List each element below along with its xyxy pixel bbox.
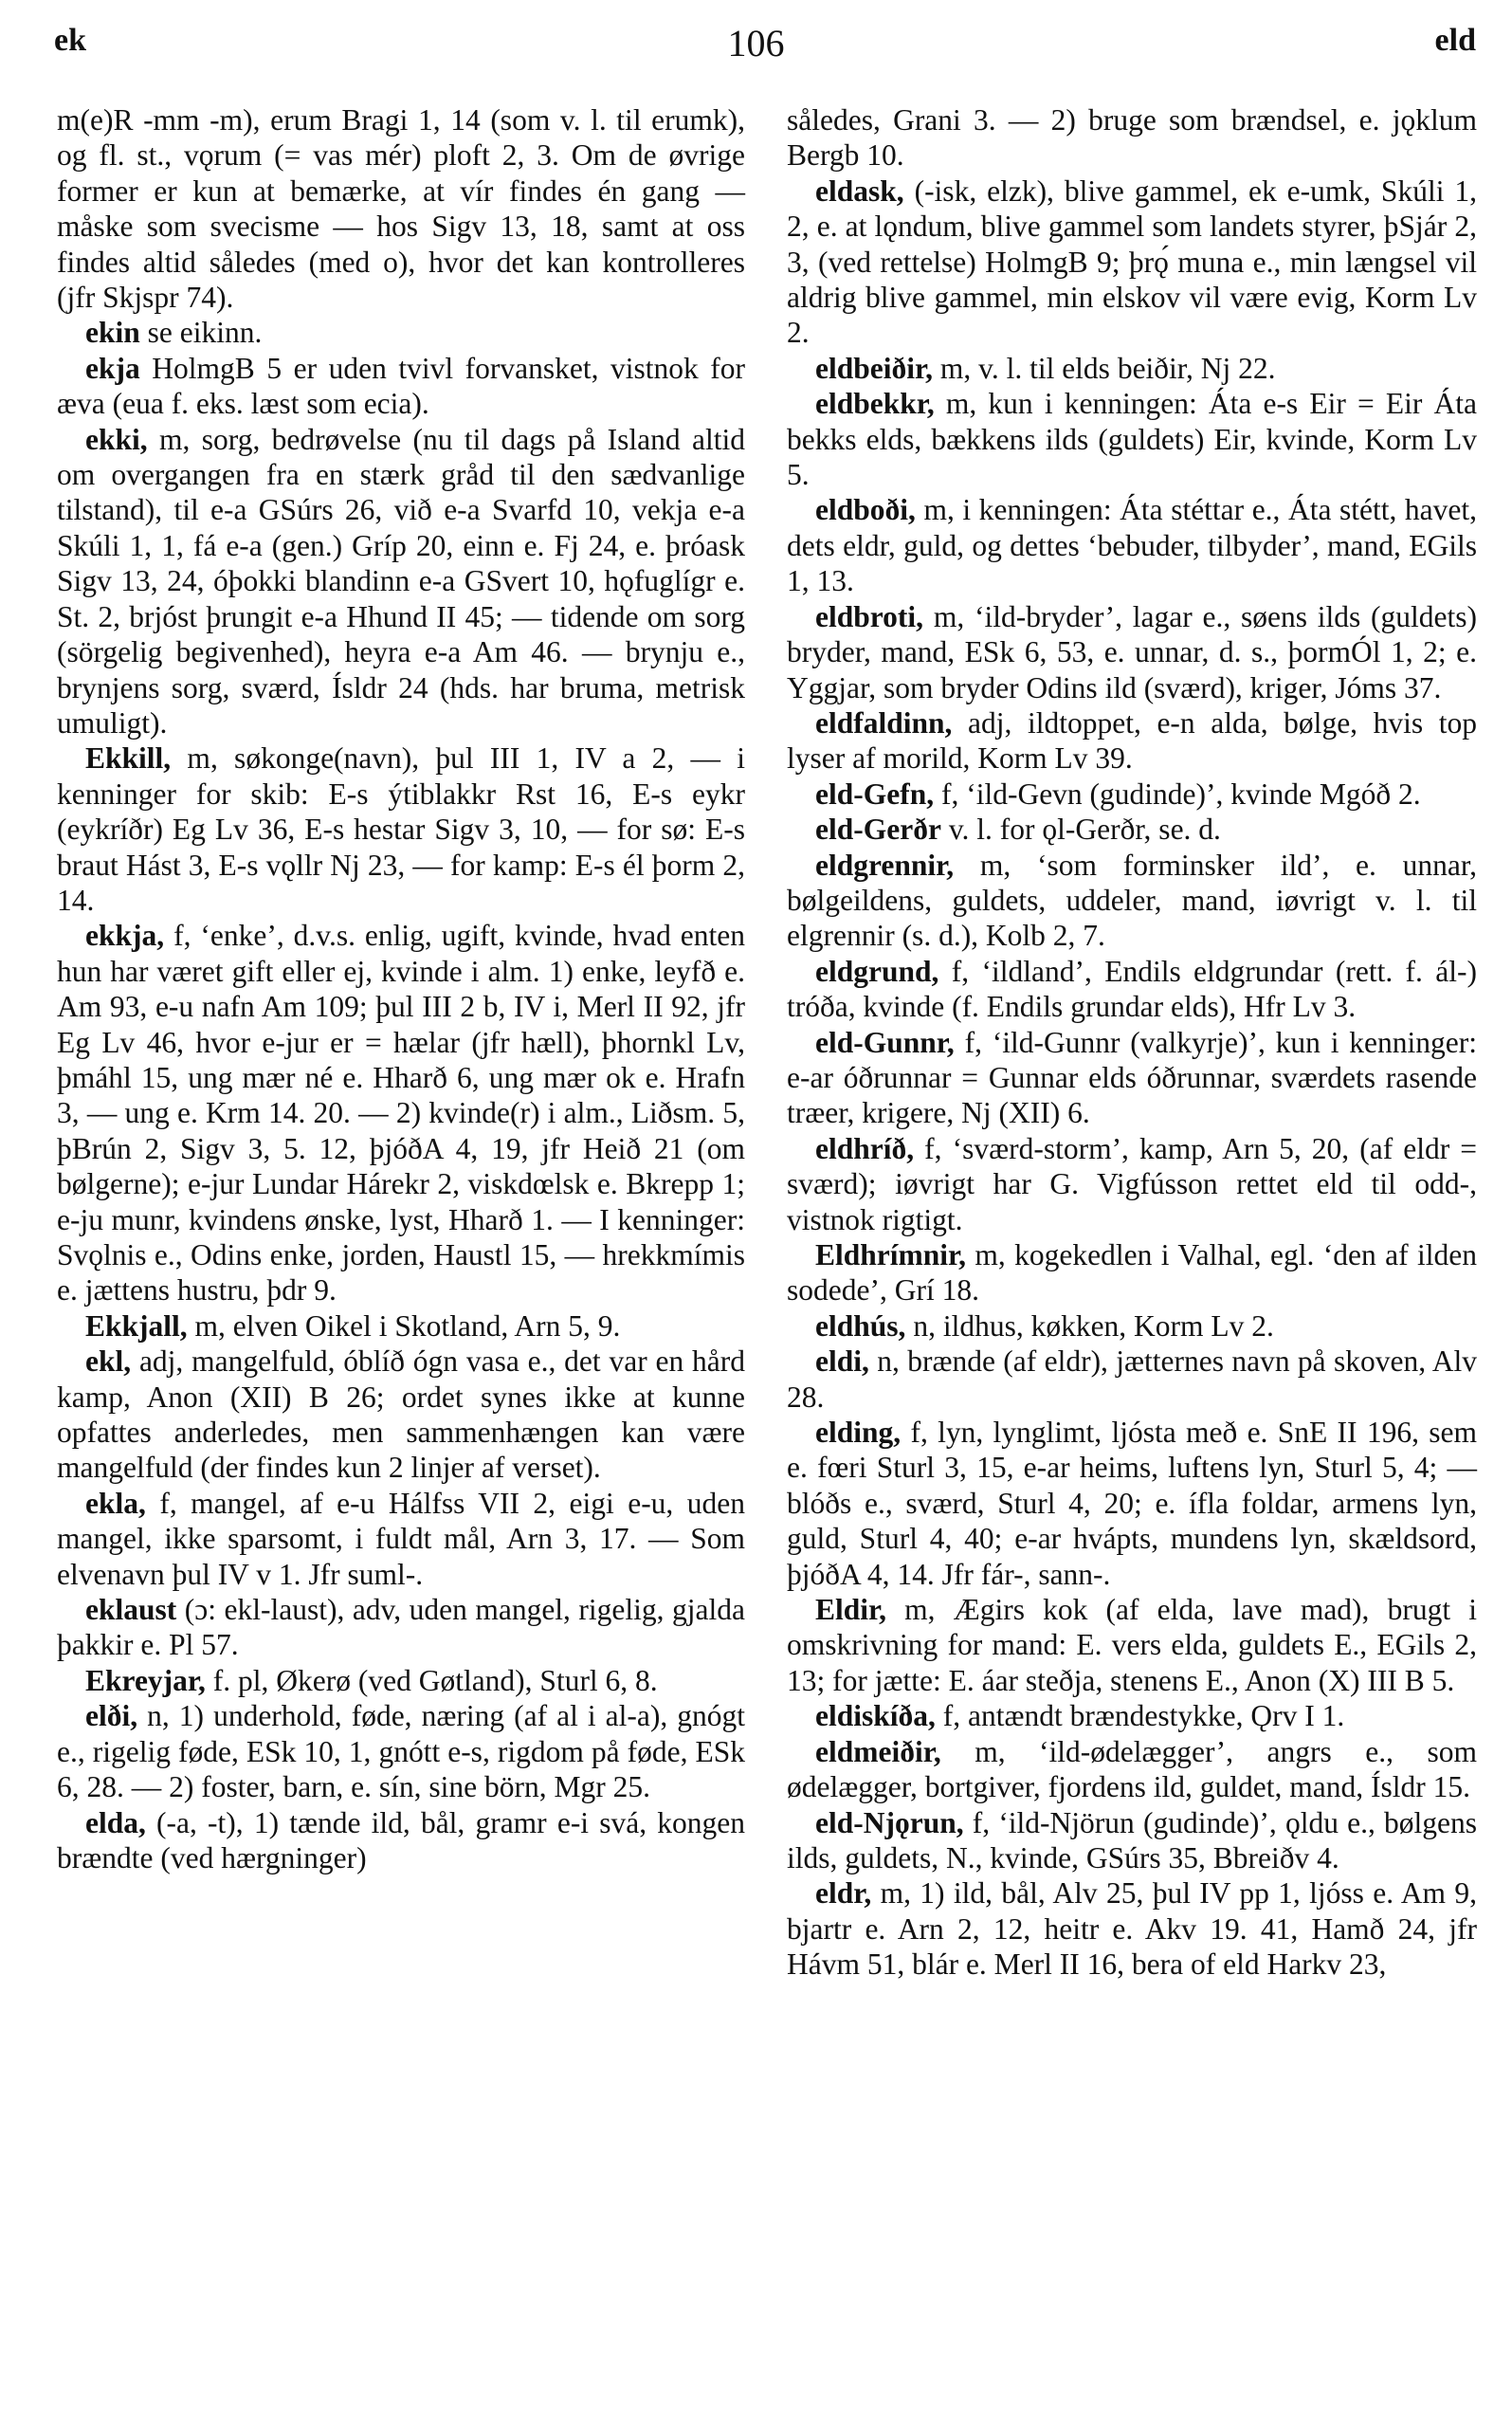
dictionary-entry <box>787 1698 1477 1733</box>
page-number: 106 <box>727 22 785 64</box>
dictionary-entry <box>787 102 1477 174</box>
entry-definition: m, kogekedlen i Valhal, egl. ‘den af ilden sodede’, Grí 18. <box>787 1238 1477 1307</box>
dictionary-entry <box>57 1486 745 1592</box>
dictionary-entry <box>787 1025 1477 1131</box>
dictionary-entry <box>787 1237 1477 1308</box>
entry-definition: n, ildhus, køkken, Korm Lv 2. <box>905 1308 1274 1343</box>
dictionary-entry <box>57 351 745 422</box>
entry-definition: v. l. for ǫl-Gerðr, se. d. <box>940 813 1221 847</box>
dictionary-entry <box>787 1734 1477 1805</box>
entry-definition: n, 1) underhold, føde, næring (af al i al-a), gnógt e., rigelig føde, ESk 10, 1, gnótt e-s, rigdom på føde, ESk 6, 28. — 2) foster, barn, e. sín, sine börn, Mgr 25. <box>57 1699 745 1804</box>
entry-definition: f, ‘enke’, d.v.s. enlig, ugift, kvinde, hvad enten hun har været gift eller ej, kvinde i alm. 1) enke, leyfð e. Am 93, e-u nafn Am 109; þul III 2 b, IV i, Merl II 92, jfr Eg Lv 46, hvor e-jur er = hælar (jfr hæll), þhornkl Lv, þmáhl 15, ung mær né e. Hharð 6, ung mær ok e. Hrafn 3, — ung e. Krm 14. 20. — 2) kvinde(r) i alm., Liðsm. 5, þBrún 2, Sigv 3, 5. 12, þjóðA 4, 19, jfr Heið 21 (om bølgerne); e-jur Lundar Hárekr 2, viskdœlsk e. Bkrepp 1; e-ju munr, kvindens ønske, lyst, Hharð 1. — I kenninger: Svǫlnis e., Odins enke, jorden, Haustl 15, — hrekkmímis e. jættens hustru, þdr 9. <box>57 919 745 1307</box>
entry-headword: eldr, <box>815 1876 872 1911</box>
dictionary-entry <box>57 918 745 1307</box>
entry-definition: m, ‘ild-ødelægger’, angrs e., som ødelægger, bortgiver, fjordens ild, guldet, mand, Ísldr 15. <box>787 1734 1477 1804</box>
entry-definition: f. pl, Økerø (ved Gøtland), Sturl 6, 8. <box>205 1663 658 1697</box>
entry-headword: eklaust <box>85 1593 177 1627</box>
dictionary-entry <box>787 705 1477 777</box>
dictionary-entry <box>787 386 1477 492</box>
dictionary-entry <box>787 1131 1477 1237</box>
entry-headword: eldfaldinn, <box>815 705 953 740</box>
entry-headword: eldask, <box>815 174 904 208</box>
entry-definition: (-isk, elzk), blive gammel, ek e-umk, Skúli 1, 2, e. at lǫndum, blive gammel som landets styrer, þSjár 2, 3, (ved rettelse) HolmgB 9; þrǫ́ muna e., min længsel vil aldrig blive gammel, min elskov vil være evig, Korm Lv 2. <box>787 174 1477 350</box>
entry-headword: elda, <box>85 1805 146 1839</box>
entry-headword: eldmeiðir, <box>815 1734 941 1768</box>
entry-definition: n, brænde (af eldr), jætternes navn på skoven, Alv 28. <box>787 1344 1477 1414</box>
dictionary-entry <box>57 1308 745 1344</box>
dictionary-entry <box>787 848 1477 954</box>
entry-definition: f, ‘ild-Gunnr (valkyrje)’, kun i kenninger: e-ar óðrunnar = Gunnar elds óðrunnar, sværdets rasende træer, krigere, Nj (XII) 6. <box>787 1025 1477 1130</box>
dictionary-entry <box>57 315 745 350</box>
entry-headword: eldbekkr, <box>815 387 935 421</box>
entry-headword: eld-Gunnr, <box>815 1025 955 1059</box>
entry-headword: elding, <box>815 1416 902 1450</box>
entry-headword: ekja <box>85 351 140 385</box>
entry-definition: (-a, -t), 1) tænde ild, bål, gramr e-i svá, kongen brændte (ved hærgninger) <box>57 1805 745 1874</box>
dictionary-entry <box>57 1663 745 1698</box>
entry-headword: eldhríð, <box>815 1131 915 1165</box>
dictionary-entry <box>787 492 1477 598</box>
entry-definition: f, ‘ild-Njörun (gudinde)’, ǫldu e., bølgens ilds, guldets, N., kvinde, GSúrs 35, Bbreiðv 4. <box>787 1805 1477 1874</box>
dictionary-entry <box>57 1698 745 1804</box>
entry-headword: eldbroti, <box>815 599 924 633</box>
entry-definition: m(e)R -mm -m), erum Bragi 1, 14 (som v. l. til erumk), og fl. st., vǫrum (= vas mér) ploft 2, 3. Om de øvrige former er kun at bemærke, at vír findes én gang — måske som svecisme — hos Sigv 13, 18, samt at oss findes altid således (med o), hvor det kan kontrolleres (jfr Skjspr 74). <box>57 103 745 315</box>
dictionary-entry <box>787 351 1477 386</box>
entry-definition: m, ‘ild-bryder’, lagar e., søens ilds (guldets) bryder, mand, ESk 6, 53, e. unnar, d. s., þormÓl 1, 2; e. Yggjar, som bryder Odins ild (sværd), kriger, Jóms 37. <box>787 599 1477 704</box>
entry-definition: m, sorg, bedrøvelse (nu til dags på Island altid om overgangen fra en stærk gråd til den sædvanlige tilstand), til e-a GSúrs 26, við e-a Svarfd 10, vekja e-a Skúli 1, 1, fá e-a (gen.) Gríp 20, einn e. Fj 24, e. þróask Sigv 13, 24, óþokki blandinn e-a GSvert 10, hǫfuglígr e. St. 2, brjóst þrungit e-a Hhund II 45; — tidende om sorg (sörgelig begivenhed), heyra e-a Am 46. — brynju e., brynjens sorg, sværd, Ísldr 24 (hds. har bruma, metrisk umuligt). <box>57 422 745 740</box>
entry-definition: m, elven Oikel i Skotland, Arn 5, 9. <box>187 1308 621 1343</box>
dictionary-entry <box>57 1805 745 1876</box>
dictionary-entry <box>57 1592 745 1663</box>
dictionary-entry <box>787 812 1477 847</box>
entry-definition: f, ‘sværd-storm’, kamp, Arn 5, 20, (af eldr = sværd); iøvrigt har G. Vigfússon rettet eld til odd-, vistnok rigtigt. <box>787 1131 1477 1236</box>
dictionary-entry <box>787 174 1477 351</box>
entry-definition: f, lyn, lynglimt, ljósta með e. SnE II 196, sem e. fœri Sturl 3, 15, e-ar heims, luftens lyn, Sturl 5, 4; — blóðs e., sværd, Sturl 4, 20; e. ífla foldar, armens lyn, guld, Sturl 4, 40; e-ar hvápts, mundens lyn, skældsord, þjóðA 4, 14. Jfr fár-, sann-. <box>787 1416 1477 1591</box>
entry-headword: eld-Njǫrun, <box>815 1805 964 1839</box>
entry-headword: eldiskíða, <box>815 1699 936 1733</box>
dictionary-entry <box>57 422 745 741</box>
running-head-left: ek <box>54 23 86 58</box>
entry-headword: eld-Gefn, <box>815 777 935 811</box>
entry-definition: se eikinn. <box>139 316 263 350</box>
dictionary-entry <box>787 1308 1477 1344</box>
entry-headword: eld-Gerðr <box>815 813 941 847</box>
entry-headword: Ekreyjar, <box>85 1663 206 1697</box>
dictionary-entry <box>787 954 1477 1025</box>
dictionary-entry <box>787 1344 1477 1415</box>
dictionary-entry <box>787 777 1477 812</box>
entry-headword: eldboði, <box>815 493 916 527</box>
right-column <box>787 102 1477 1983</box>
entry-headword: eldgrund, <box>815 954 939 988</box>
entry-headword: eldbeiðir, <box>815 351 933 385</box>
running-head-right: eld <box>1434 23 1476 58</box>
entry-headword: eldhús, <box>815 1308 906 1343</box>
entry-definition: m, ‘som forminsker ild’, e. unnar, bølgeildens, guldets, uddeler, mand, iøvrigt v. l. til elgrennir (s. d.), Kolb 2, 7. <box>787 848 1477 953</box>
entry-headword: eldgrennir, <box>815 848 955 882</box>
entry-definition: HolmgB 5 er uden tvivl forvansket, vistnok for æva (eua f. eks. læst som ecia). <box>57 351 745 421</box>
entry-definition: m, v. l. til elds beiðir, Nj 22. <box>932 351 1276 385</box>
dictionary-entry <box>787 1875 1477 1982</box>
entry-headword: Eldir, <box>815 1593 886 1627</box>
entry-definition: m, Ægirs kok (af elda, lave mad), brugt i omskrivning for mand: E. vers elda, guldets E., EGils 2, 13; for jætte: E. áar steðja, stenens E., Anon (X) III B 5. <box>787 1593 1477 1697</box>
entry-headword: elði, <box>85 1699 138 1733</box>
entry-headword: ekkja, <box>85 919 165 953</box>
entry-definition: f, ‘ildland’, Endils eldgrundar (rett. f. ál-) tróða, kvinde (f. Endils grundar elds), Hfr Lv 3. <box>787 954 1477 1024</box>
entry-definition: således, Grani 3. — 2) bruge som brændsel, e. jǫklum Bergb 10. <box>787 103 1477 173</box>
entry-headword: ekla, <box>85 1486 146 1520</box>
dictionary-entry <box>57 1344 745 1486</box>
entry-headword: Eldhrímnir, <box>815 1238 967 1271</box>
dictionary-entry <box>787 1592 1477 1698</box>
entry-definition: adj, ildtoppet, e-n alda, bølge, hvis top lyser af morild, Korm Lv 39. <box>787 705 1477 776</box>
entry-headword: ekl, <box>85 1344 132 1379</box>
entry-definition: f, ‘ild-Gevn (gudinde)’, kvinde Mgóð 2. <box>934 777 1421 811</box>
entry-headword: Ekkjall, <box>85 1308 188 1343</box>
dictionary-entry <box>787 599 1477 705</box>
entry-headword: Ekkill, <box>85 741 172 776</box>
entry-headword: eldi, <box>815 1344 869 1379</box>
entry-headword: ekin <box>85 316 140 350</box>
entry-definition: adj, mangelfuld, óblíð ógn vasa e., det var en hård kamp, Anon (XII) B 26; ordet synes ikke at kunne opfattes anderledes, men sammenhængen kan være mangelfuld (der findes kun 2 linjer af verset). <box>57 1344 745 1485</box>
entry-definition: m, 1) ild, bål, Alv 25, þul IV pp 1, ljóss e. Am 9, bjartr e. Arn 2, 12, heitr e. Akv 19. 41, Hamð 24, jfr Hávm 51, blár e. Merl II 16, bera of eld Harkv 23, <box>787 1876 1477 1982</box>
dictionary-entry <box>57 741 745 918</box>
entry-definition: m, kun i kenningen: Áta e-s Eir = Eir Áta bekks elds, bækkens ilds (guldets) Eir, kvinde, Korm Lv 5. <box>787 387 1477 492</box>
dictionary-entry <box>787 1805 1477 1876</box>
entry-headword: ekki, <box>85 422 148 456</box>
dictionary-entry <box>787 1415 1477 1592</box>
entry-definition: (ɔ: ekl-laust), adv, uden mangel, rigelig, gjalda þakkir e. Pl 57. <box>57 1593 745 1662</box>
dictionary-entry <box>57 102 745 315</box>
entry-definition: m, søkonge(navn), þul III 1, IV a 2, — i kenninger for skib: E-s ýtiblakkr Rst 16, E-s eykr (eykríðr) Eg Lv 36, E-s hestar Sigv 3, 10, — for sø: E-s braut Hást 3, E-s vǫllr Nj 23, — for kamp: E-s él þorm 2, 14. <box>57 741 745 917</box>
entry-definition: m, i kenningen: Áta stéttar e., Áta stétt, havet, dets eldr, guld, og dettes ‘bebuder, tilbyder’, mand, EGils 1, 13. <box>787 493 1477 598</box>
entry-definition: f, mangel, af e-u Hálfss VII 2, eigi e-u, uden mangel, ikke sparsomt, i fuldt mål, Arn 3, 17. — Som elvenavn þul IV v 1. Jfr suml-. <box>57 1486 745 1591</box>
left-column <box>57 102 745 1875</box>
entry-definition: f, antændt brændestykke, Ǫrv I 1. <box>935 1699 1345 1733</box>
